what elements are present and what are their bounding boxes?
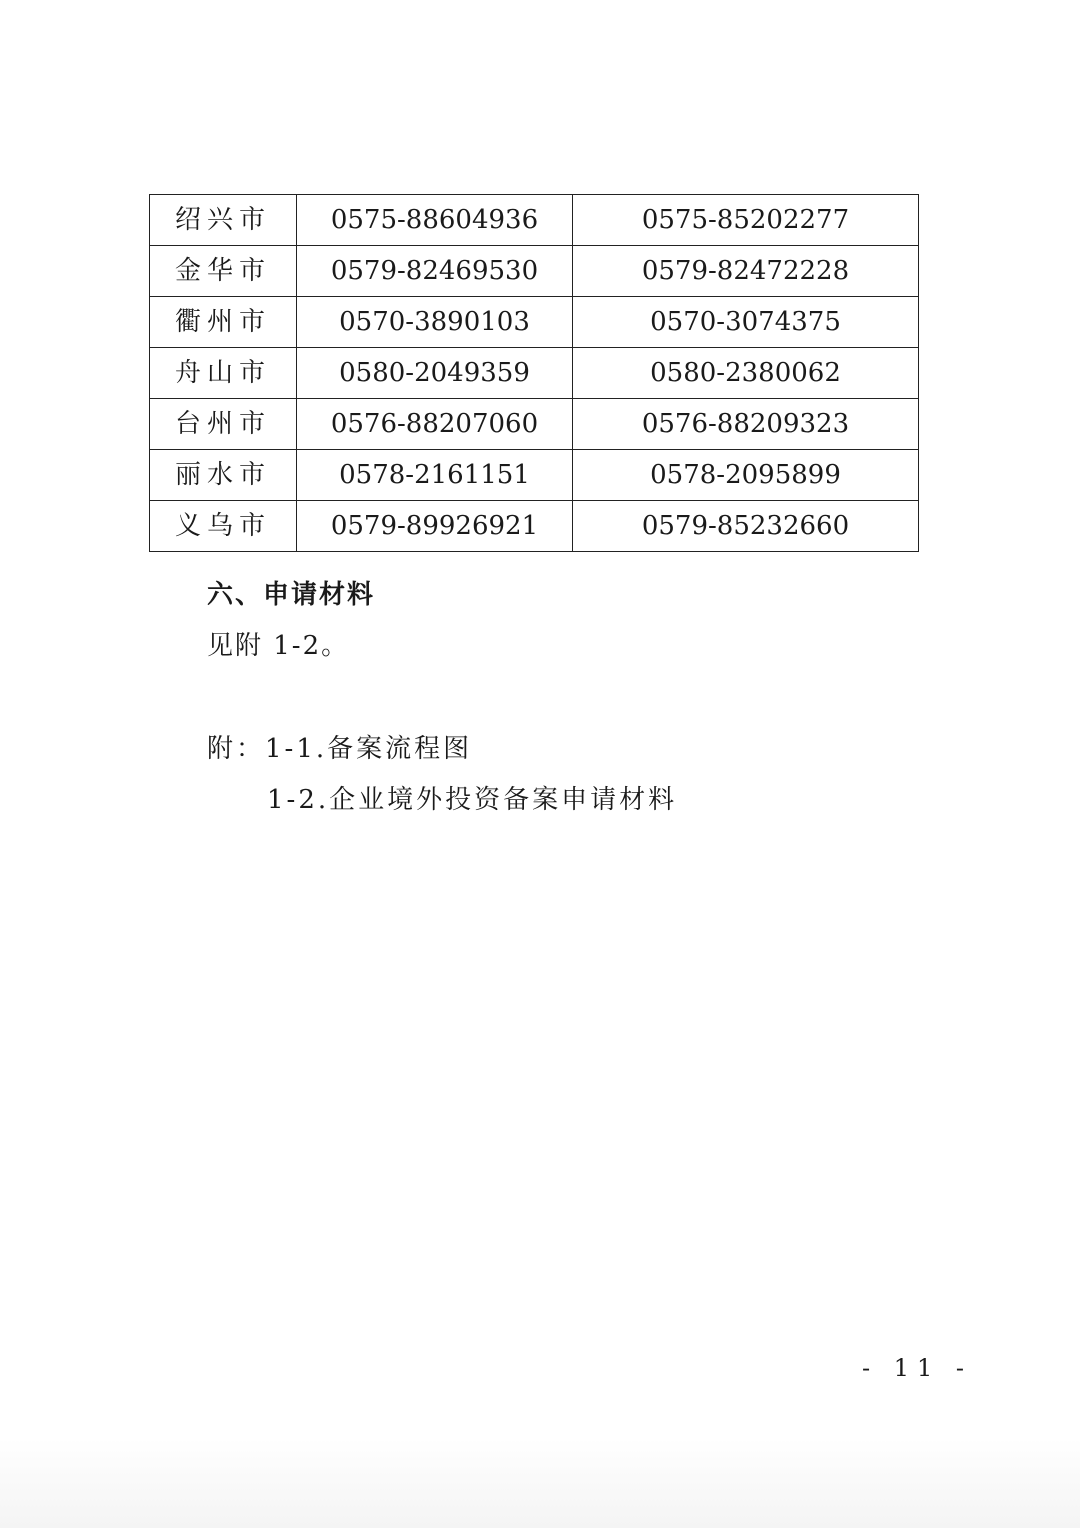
phone-cell: 0580-2380062 [573,348,919,399]
city-cell: 衢州市 [150,297,297,348]
phone-cell: 0579-89926921 [297,501,573,552]
phone-cell: 0578-2161151 [297,450,573,501]
table-row [150,450,919,501]
phone-cell: 0580-2049359 [297,348,573,399]
city-cell: 丽水市 [150,450,297,501]
scan-shadow [0,1438,1080,1528]
phone-cell: 0579-82469530 [297,246,573,297]
city-cell: 台州市 [150,399,297,450]
page-number: - 11 - [862,1354,973,1382]
table-row [150,195,919,246]
phone-cell: 0579-85232660 [573,501,919,552]
phone-cell: 0570-3074375 [573,297,919,348]
section-heading: 六、申请材料 [207,580,376,610]
phone-cell: 0579-82472228 [573,246,919,297]
city-cell: 义乌市 [150,501,297,552]
phone-cell: 0576-88209323 [573,399,919,450]
phone-cell: 0575-88604936 [297,195,573,246]
phone-cell: 0575-85202277 [573,195,919,246]
phone-cell: 0576-88207060 [297,399,573,450]
city-cell: 金华市 [150,246,297,297]
phone-cell: 0578-2095899 [573,450,919,501]
contact-table [149,194,919,552]
table-row [150,246,919,297]
table-row [150,297,919,348]
city-cell: 舟山市 [150,348,297,399]
phone-cell: 0570-3890103 [297,297,573,348]
table-row [150,399,919,450]
attachment-line-1: 附：1-1.备案流程图 [207,734,473,764]
attachment-line-2: 1-2.企业境外投资备案申请材料 [267,785,678,815]
table-row [150,501,919,552]
table-row [150,348,919,399]
section-body: 见附 1-2。 [207,631,350,661]
city-cell: 绍兴市 [150,195,297,246]
